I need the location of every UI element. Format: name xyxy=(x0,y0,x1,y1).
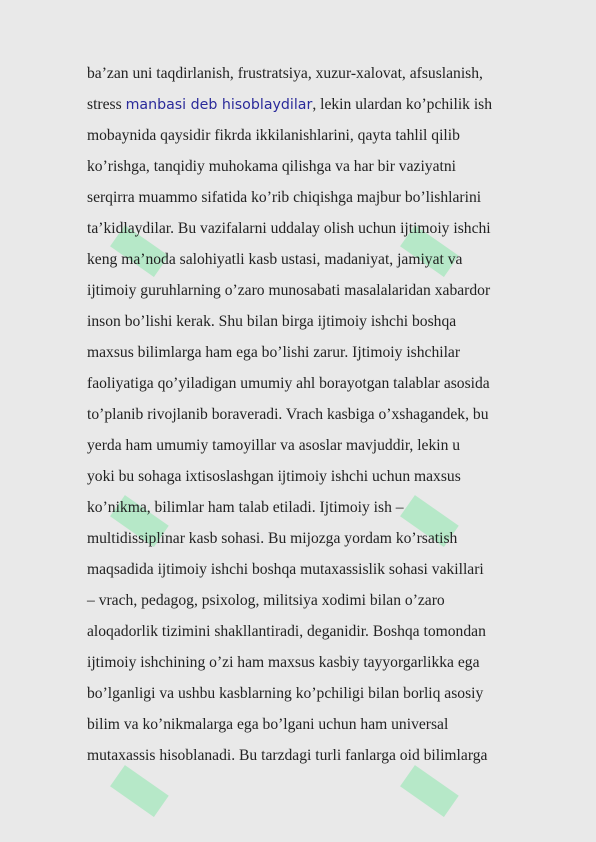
text-line: ijtimoiy guruhlarning o’zaro munosabati masalalaridan xabardor xyxy=(87,282,491,299)
text-line: bilim va ko’nikmalarga ega bo’lgani uchun ham universal xyxy=(87,716,449,733)
text-line: maxsus bilimlarga ham ega bo’lishi zarur. Ijtimoiy ishchilar xyxy=(87,344,461,361)
line-text: , lekin ulardan ko’pchilik ish xyxy=(312,96,493,113)
text-line: serqirra muammo sifatida ko’rib chiqishga majbur bo’lishlarini xyxy=(87,189,482,206)
watermark: ▮ xyxy=(380,478,470,558)
line-text: stress xyxy=(87,96,126,113)
text-line: ba’zan uni taqdirlanish, frustratsiya, xuzur-xalovat, afsuslanish, xyxy=(87,65,483,82)
text-line: bo’lganligi va ushbu kasblarning ko’pchiligi bilan borliq asosiy xyxy=(87,685,484,702)
text-line: ijtimoiy ishchining o’zi ham maxsus kasbiy tayyorgarlikka ega xyxy=(87,654,480,671)
text-line: yoki bu sohaga ixtisoslashgan ijtimoiy ishchi uchun maxsus xyxy=(87,468,461,485)
text-line xyxy=(87,89,557,120)
text-line: ko’rishga, tanqidiy muhokama qilishga va har bir vaziyatni xyxy=(87,158,456,175)
text-line: faoliyatiga qo’yiladigan umumiy ahl borayotgan talablar asosida xyxy=(87,375,490,392)
watermark: ▮ xyxy=(90,748,180,828)
watermark: ▮ xyxy=(90,478,180,558)
text-line: aloqadorlik tizimini shakllantiradi, deganidir. Boshqa tomondan xyxy=(87,623,486,640)
text-line: inson bo’lishi kerak. Shu bilan birga ijtimoiy ishchi boshqa xyxy=(87,313,457,330)
watermark: ▮ xyxy=(380,748,470,828)
text-line: ta’kidlaydilar. Bu vazifalarni uddalay olish uchun ijtimoiy ishchi xyxy=(87,220,491,237)
text-line: keng ma’noda salohiyatli kasb ustasi, madaniyat, jamiyat va xyxy=(87,251,463,268)
text-line: – vrach, pedagog, psixolog, militsiya xodimi bilan o’zaro xyxy=(87,592,445,609)
text-line: multidissiplinar kasb sohasi. Bu mijozga yordam ko’rsatish xyxy=(87,530,458,547)
text-line: mutaxassis hisoblanadi. Bu tarzdagi turli fanlarga oid bilimlarga xyxy=(87,747,488,764)
watermark: ▮ xyxy=(90,208,180,288)
text-line: to’planib rivojlanib boraveradi. Vrach kasbiga o’xshagandek, bu xyxy=(87,406,489,423)
text-line: maqsadida ijtimoiy ishchi boshqa mutaxassislik sohasi vakillari xyxy=(87,561,484,578)
text-line: yerda ham umumiy tamoyillar va asoslar mavjuddir, lekin u xyxy=(87,437,461,454)
inline-link[interactable]: manbasi deb hisoblaydilar xyxy=(125,97,313,113)
text-line: ko’nikma, bilimlar ham talab etiladi. Ijtimoiy ish – xyxy=(87,499,404,516)
watermark: ▮ xyxy=(380,208,470,288)
body-text xyxy=(87,58,557,771)
text-line: mobaynida qaysidir fikrda ikkilanishlarini, qayta tahlil qilib xyxy=(87,127,460,144)
